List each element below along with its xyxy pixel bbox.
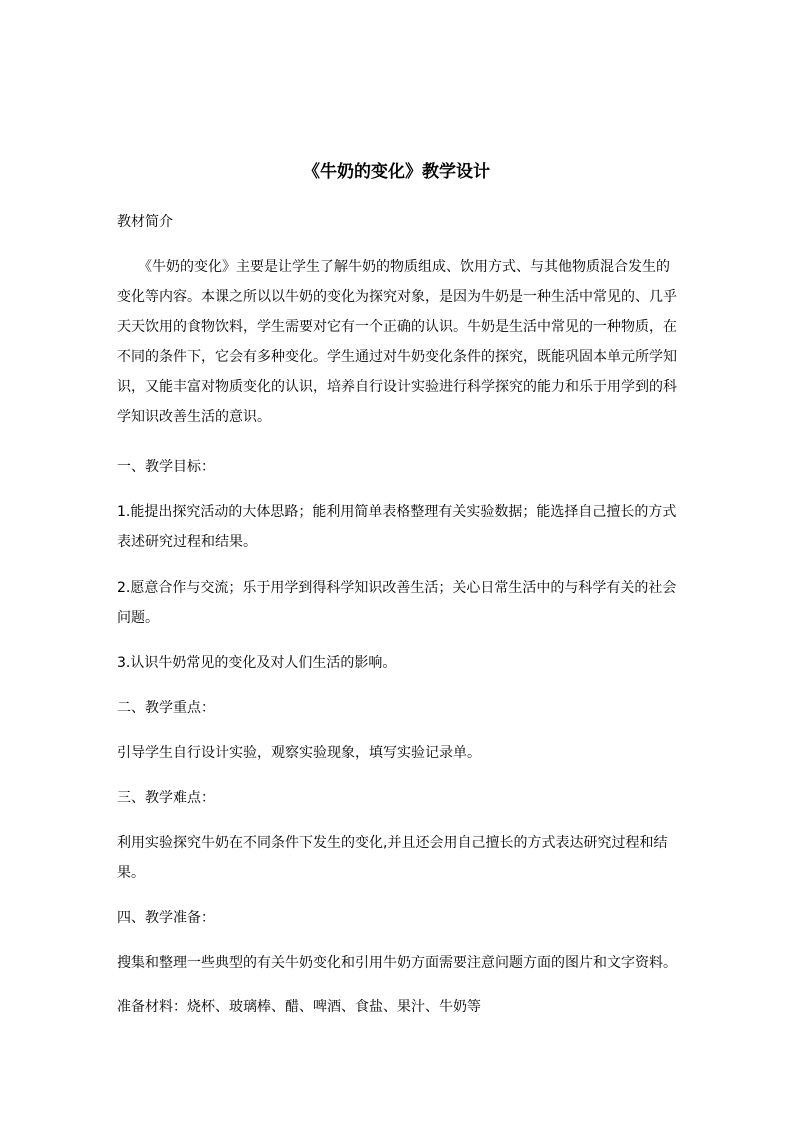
section-heading-intro: 教材简介 bbox=[117, 214, 173, 230]
difficulty-text bbox=[117, 828, 687, 888]
goal-line: 1.能提出探究活动的大体思路；能利用简单表格整理有关实验数据；能选择自己擅长的方式 bbox=[117, 504, 677, 520]
document-title: 《牛奶的变化》教学设计 bbox=[303, 162, 490, 182]
intro-line: 天天饮用的食物饮料，学生需要对它有一个正确的认识。牛奶是生活中常见的一种物质，在 bbox=[117, 319, 677, 335]
goal-item-3: 3.认识牛奶常见的变化及对人们生活的影响。 bbox=[117, 655, 397, 671]
materials-text: 准备材料：烧杯、玻璃棒、醋、啤酒、食盐、果汁、牛奶等 bbox=[117, 999, 481, 1015]
section-heading-difficulty: 三、教学难点： bbox=[117, 790, 215, 806]
intro-paragraph bbox=[117, 252, 687, 432]
section-heading-goals: 一、教学目标： bbox=[117, 459, 215, 475]
key-points-text: 引导学生自行设计实验，观察实验现象，填写实验记录单。 bbox=[117, 745, 481, 761]
intro-line: 学知识改善生活的意识。 bbox=[117, 409, 271, 425]
goal-item-1 bbox=[117, 497, 687, 557]
goal-line: 问题。 bbox=[117, 610, 159, 626]
section-heading-key-points: 二、教学重点： bbox=[117, 700, 215, 716]
intro-line: 《牛奶的变化》主要是让学生了解牛奶的物质组成、饮用方式、与其他物质混合发生的 bbox=[117, 259, 670, 275]
preparation-text: 搜集和整理一些典型的有关牛奶变化和引用牛奶方面需要注意问题方面的图片和文字资料。 bbox=[117, 955, 677, 971]
intro-line: 识，又能丰富对物质变化的认识，培养自行设计实验进行科学探究的能力和乐于用学到的科 bbox=[117, 379, 677, 395]
section-heading-preparation: 四、教学准备： bbox=[117, 910, 215, 926]
goal-line: 表述研究过程和结果。 bbox=[117, 534, 257, 550]
goal-line: 2.愿意合作与交流；乐于用学到得科学知识改善生活；关心日常生活中的与科学有关的社会 bbox=[117, 580, 677, 596]
difficulty-line: 利用实验探究牛奶在不同条件下发生的变化,并且还会用自己擅长的方式表达研究过程和结 bbox=[117, 835, 668, 851]
intro-line: 变化等内容。本课之所以以牛奶的变化为探究对象，是因为牛奶是一种生活中常见的、几乎 bbox=[117, 289, 677, 305]
goal-item-2 bbox=[117, 573, 687, 633]
difficulty-line: 果。 bbox=[117, 865, 145, 881]
intro-line: 不同的条件下，它会有多种变化。学生通过对牛奶变化条件的探究，既能巩固本单元所学知 bbox=[117, 349, 677, 365]
